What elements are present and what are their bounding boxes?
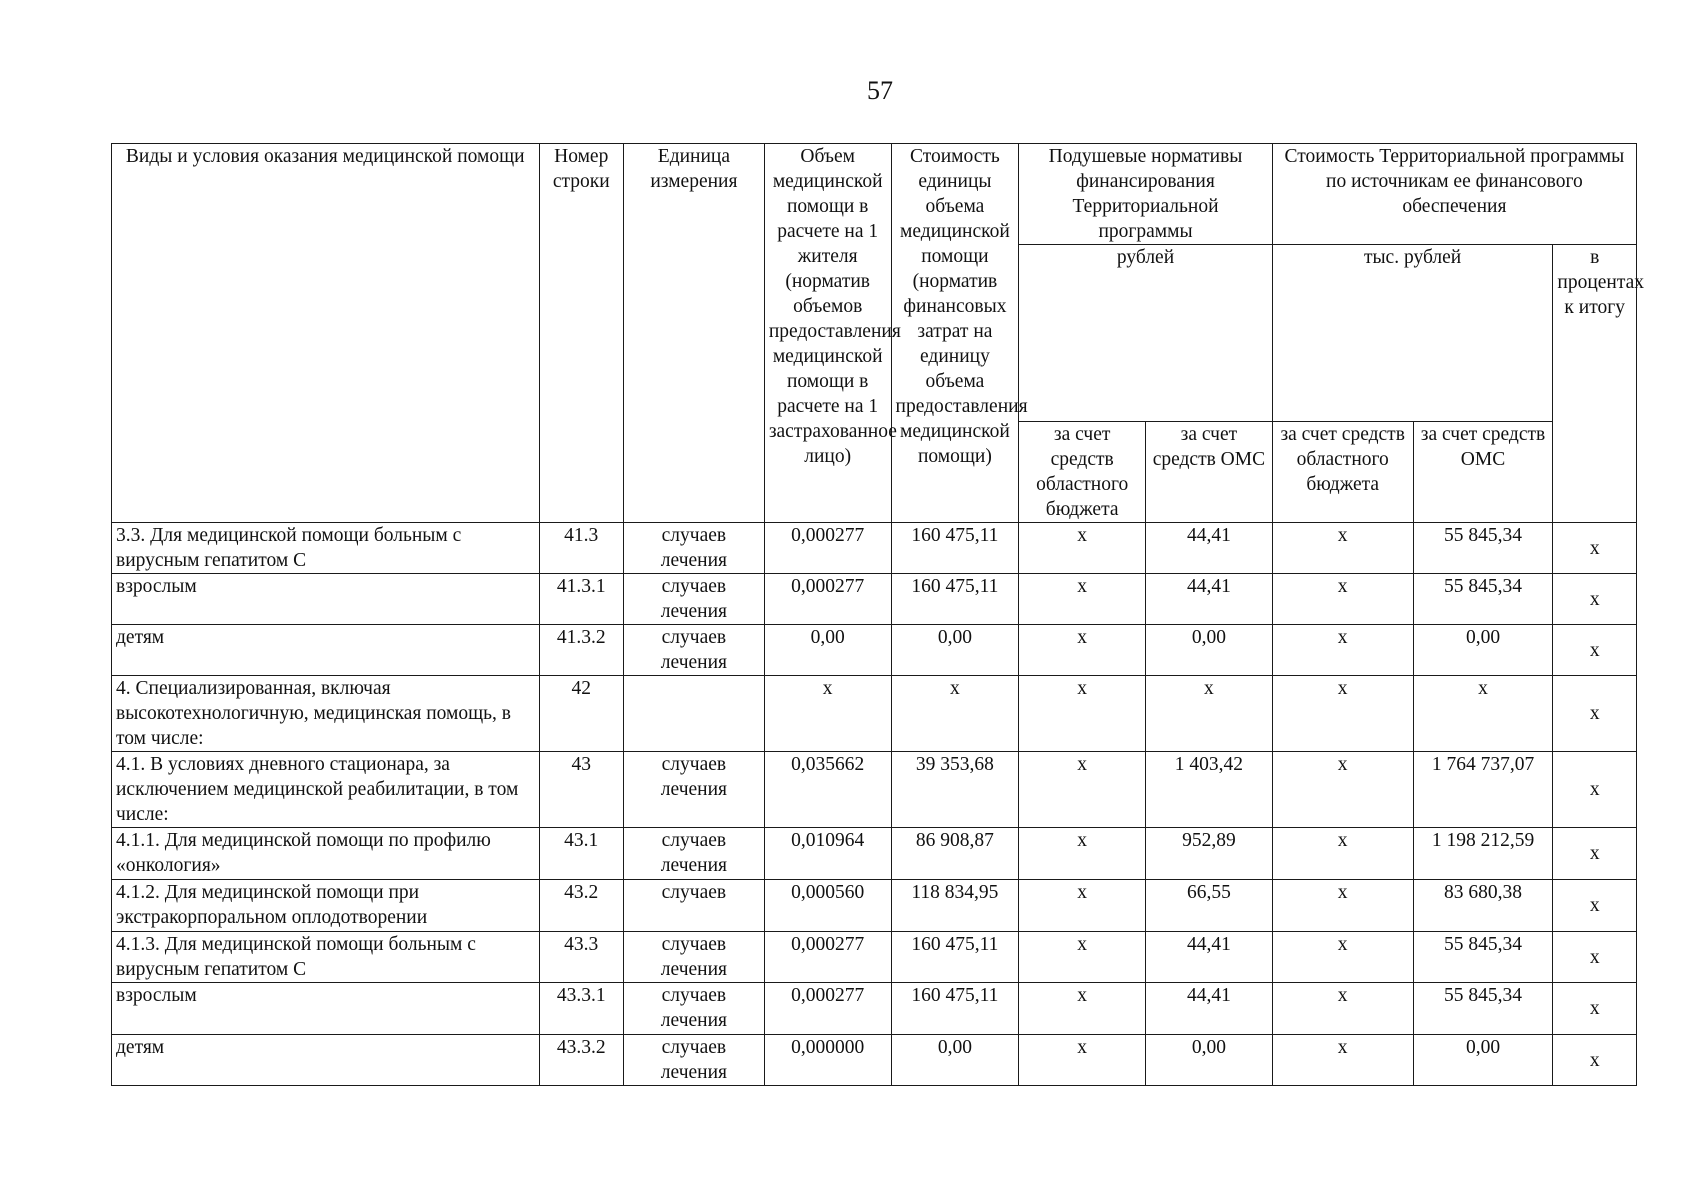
table-row <box>112 676 1637 752</box>
cell-line: 43.3.2 <box>539 1035 623 1086</box>
cell-total-oms: х <box>1413 676 1553 752</box>
cell-cost: 118 834,95 <box>891 880 1019 932</box>
cell-total-oms: 55 845,34 <box>1413 983 1553 1035</box>
cell-total-budget: х <box>1272 983 1413 1035</box>
cell-unit: случаев лечения <box>623 932 764 983</box>
cell-name: 3.3. Для медицинской помощи больным с вирусным гепатитом С <box>112 523 540 574</box>
header-percapita-group: Подушевые нормативы финансирования Территориальной программы <box>1019 144 1272 245</box>
header-total-pct: в процентах к итогу <box>1553 245 1637 523</box>
cell-name: 4.1. В условиях дневного стационара, за исключением медицинской реабилитации, в том числе: <box>112 752 540 828</box>
cell-unit: случаев лечения <box>623 625 764 676</box>
cell-percapita-budget: х <box>1019 523 1146 574</box>
cell-volume: 0,000000 <box>764 1035 891 1086</box>
cell-cost: 160 475,11 <box>891 932 1019 983</box>
cell-percapita-budget: х <box>1019 676 1146 752</box>
cell-volume: 0,000277 <box>764 983 891 1035</box>
cell-cost: 39 353,68 <box>891 752 1019 828</box>
cell-volume: 0,000277 <box>764 574 891 625</box>
cell-percapita-oms: 44,41 <box>1146 523 1273 574</box>
table-body <box>112 523 1637 1086</box>
cell-line: 41.3.1 <box>539 574 623 625</box>
table-row <box>112 574 1637 625</box>
header-percapita-budget: за счет средств областного бюджета <box>1019 422 1146 523</box>
cell-name: 4.1.3. Для медицинской помощи больным с вирусным гепатитом С <box>112 932 540 983</box>
table-row <box>112 1035 1637 1086</box>
header-type: Виды и условия оказания медицинской помощи <box>112 144 540 523</box>
cell-line: 42 <box>539 676 623 752</box>
header-total-unit: тыс. рублей <box>1272 245 1553 422</box>
cell-name: детям <box>112 625 540 676</box>
cell-percapita-budget: х <box>1019 1035 1146 1086</box>
cell-cost: 160 475,11 <box>891 983 1019 1035</box>
cell-total-pct: х <box>1553 676 1637 752</box>
cell-volume: х <box>764 676 891 752</box>
cell-total-budget: х <box>1272 1035 1413 1086</box>
cell-total-pct: х <box>1553 1035 1637 1086</box>
cell-percapita-budget: х <box>1019 574 1146 625</box>
cell-percapita-budget: х <box>1019 932 1146 983</box>
cell-percapita-oms: 44,41 <box>1146 574 1273 625</box>
cell-total-budget: х <box>1272 828 1413 880</box>
cell-percapita-oms: 44,41 <box>1146 983 1273 1035</box>
cell-percapita-oms: 1 403,42 <box>1146 752 1273 828</box>
cell-percapita-budget: х <box>1019 880 1146 932</box>
cell-cost: 86 908,87 <box>891 828 1019 880</box>
cell-unit: случаев лечения <box>623 1035 764 1086</box>
header-line: Номер строки <box>539 144 623 523</box>
cell-total-oms: 1 198 212,59 <box>1413 828 1553 880</box>
cell-volume: 0,00 <box>764 625 891 676</box>
cell-unit: случаев лечения <box>623 752 764 828</box>
cell-cost: 0,00 <box>891 625 1019 676</box>
cell-unit <box>623 676 764 752</box>
cell-percapita-oms: 0,00 <box>1146 625 1273 676</box>
cell-cost: 160 475,11 <box>891 523 1019 574</box>
cell-percapita-oms: 0,00 <box>1146 1035 1273 1086</box>
cell-line: 43 <box>539 752 623 828</box>
cell-volume: 0,010964 <box>764 828 891 880</box>
cell-total-oms: 0,00 <box>1413 1035 1553 1086</box>
cell-name: взрослым <box>112 983 540 1035</box>
cell-unit: случаев лечения <box>623 983 764 1035</box>
cell-cost: 160 475,11 <box>891 574 1019 625</box>
cell-total-oms: 55 845,34 <box>1413 932 1553 983</box>
cell-line: 43.2 <box>539 880 623 932</box>
cell-line: 43.1 <box>539 828 623 880</box>
cell-total-pct: х <box>1553 932 1637 983</box>
cell-percapita-budget: х <box>1019 752 1146 828</box>
cell-total-pct: х <box>1553 523 1637 574</box>
table-row <box>112 523 1637 574</box>
cell-total-oms: 55 845,34 <box>1413 574 1553 625</box>
cell-line: 43.3 <box>539 932 623 983</box>
header-total-group: Стоимость Территориальной программы по источникам ее финансового обеспечения <box>1272 144 1636 245</box>
cell-total-budget: х <box>1272 932 1413 983</box>
cell-unit: случаев <box>623 880 764 932</box>
header-total-oms: за счет средств ОМС <box>1413 422 1553 523</box>
table-row <box>112 932 1637 983</box>
cell-percapita-oms: х <box>1146 676 1273 752</box>
header-total-budget: за счет средств областного бюджета <box>1272 422 1413 523</box>
cell-total-pct: х <box>1553 880 1637 932</box>
cell-volume: 0,035662 <box>764 752 891 828</box>
cell-total-pct: х <box>1553 828 1637 880</box>
header-volume: Объем медицинской помощи в расчете на 1 жителя (норматив объемов предоставления медицинской помощи в расчете на 1 застрахованное лицо) <box>764 144 891 523</box>
table-row <box>112 752 1637 828</box>
cell-volume: 0,000277 <box>764 932 891 983</box>
cell-cost: 0,00 <box>891 1035 1019 1086</box>
cell-name: взрослым <box>112 574 540 625</box>
header-row-1 <box>112 144 1637 245</box>
cell-percapita-oms: 66,55 <box>1146 880 1273 932</box>
cell-total-pct: х <box>1553 752 1637 828</box>
header-percapita-unit: рублей <box>1019 245 1272 422</box>
cell-percapita-budget: х <box>1019 983 1146 1035</box>
page-number: 57 <box>867 76 893 105</box>
cell-line: 43.3.1 <box>539 983 623 1035</box>
cell-total-pct: х <box>1553 574 1637 625</box>
table-row <box>112 828 1637 880</box>
cell-total-budget: х <box>1272 574 1413 625</box>
cell-name: 4.1.2. Для медицинской помощи при экстракорпоральном оплодотворении <box>112 880 540 932</box>
cell-percapita-oms: 952,89 <box>1146 828 1273 880</box>
table-row <box>112 983 1637 1035</box>
cell-name: 4.1.1. Для медицинской помощи по профилю «онкология» <box>112 828 540 880</box>
cell-unit: случаев лечения <box>623 523 764 574</box>
cell-unit: случаев лечения <box>623 828 764 880</box>
cell-percapita-budget: х <box>1019 625 1146 676</box>
cell-total-oms: 0,00 <box>1413 625 1553 676</box>
cell-name: 4. Специализированная, включая высокотехнологичную, медицинская помощь, в том числе: <box>112 676 540 752</box>
header-unit: Единица измерения <box>623 144 764 523</box>
cell-cost: х <box>891 676 1019 752</box>
cell-percapita-budget: х <box>1019 828 1146 880</box>
header-percapita-oms: за счет средств ОМС <box>1146 422 1273 523</box>
cell-total-budget: х <box>1272 676 1413 752</box>
cell-name: детям <box>112 1035 540 1086</box>
cell-total-oms: 1 764 737,07 <box>1413 752 1553 828</box>
cell-unit: случаев лечения <box>623 574 764 625</box>
cell-total-oms: 55 845,34 <box>1413 523 1553 574</box>
table-row <box>112 625 1637 676</box>
cell-volume: 0,000277 <box>764 523 891 574</box>
cell-total-budget: х <box>1272 752 1413 828</box>
cell-total-budget: х <box>1272 880 1413 932</box>
header-cost: Стоимость единицы объема медицинской помощи (норматив финансовых затрат на единицу объема предоставления медицинской помощи) <box>891 144 1019 523</box>
table-row <box>112 880 1637 932</box>
financing-table <box>111 143 1645 1086</box>
cell-total-oms: 83 680,38 <box>1413 880 1553 932</box>
cell-line: 41.3 <box>539 523 623 574</box>
cell-volume: 0,000560 <box>764 880 891 932</box>
cell-total-budget: х <box>1272 523 1413 574</box>
cell-total-pct: х <box>1553 983 1637 1035</box>
cell-total-budget: х <box>1272 625 1413 676</box>
cell-line: 41.3.2 <box>539 625 623 676</box>
cell-percapita-oms: 44,41 <box>1146 932 1273 983</box>
cell-total-pct: х <box>1553 625 1637 676</box>
